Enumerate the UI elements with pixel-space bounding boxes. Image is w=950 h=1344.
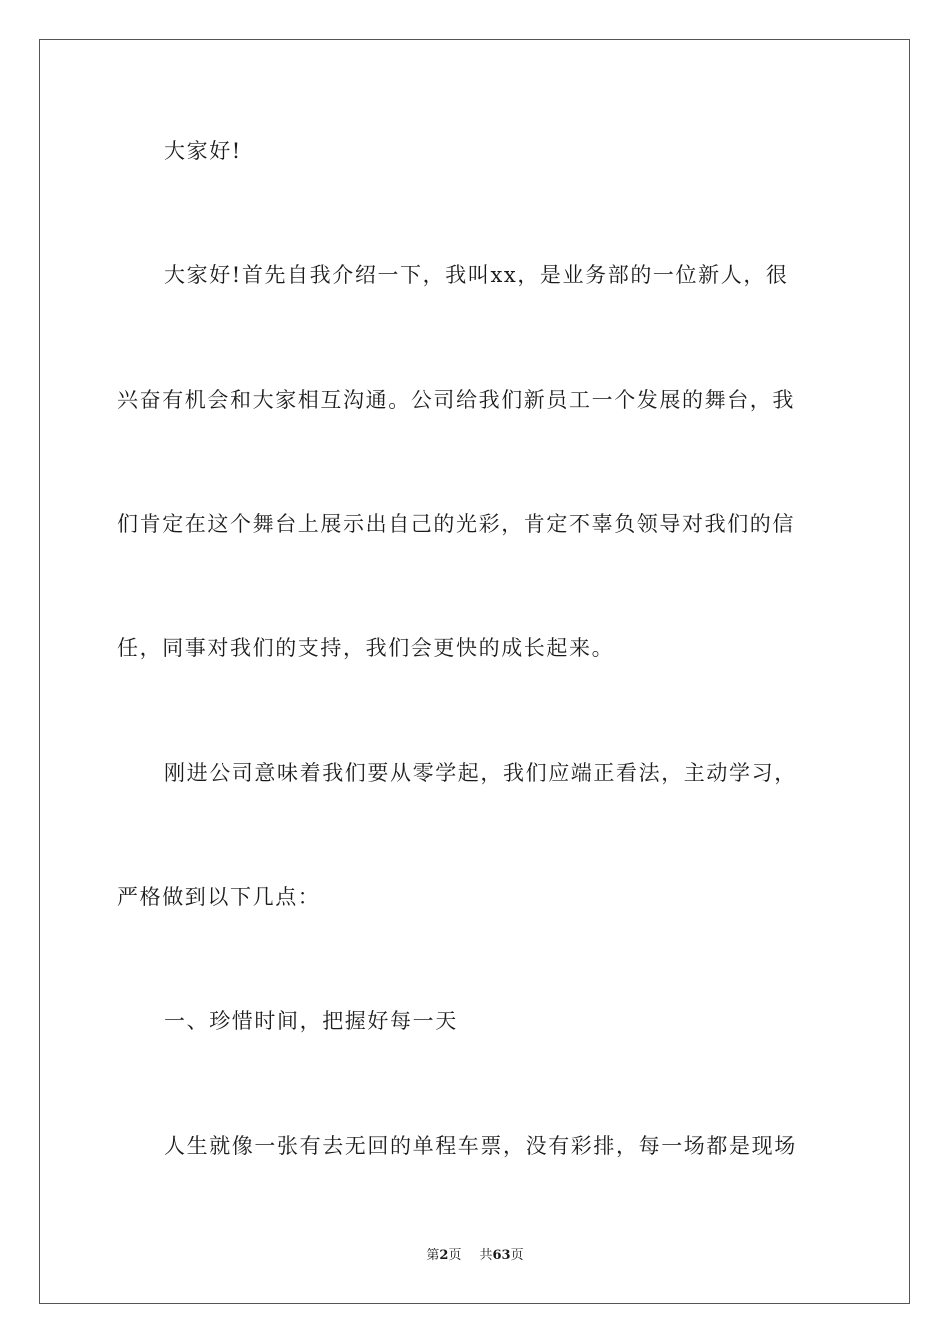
paragraph-1-line-3: 们肯定在这个舞台上展示出自己的光彩，肯定不辜负领导对我们的信 bbox=[117, 512, 795, 536]
page-footer bbox=[0, 1247, 950, 1265]
paragraph-1-line-2: 兴奋有机会和大家相互沟通。公司给我们新员工一个发展的舞台，我 bbox=[117, 388, 795, 412]
paragraph-2-line-2: 严格做到以下几点： bbox=[117, 885, 321, 909]
footer-page-prefix: 第 bbox=[426, 1248, 440, 1263]
section-heading-1: 一、珍惜时间，把握好每一天 bbox=[164, 1009, 458, 1033]
paragraph-2-line-1: 刚进公司意味着我们要从零学起，我们应端正看法，主动学习， bbox=[164, 761, 797, 785]
footer-total-pages: 63 bbox=[492, 1248, 511, 1263]
paragraph-1-line-1: 大家好!首先自我介绍一下，我叫xx，是业务部的一位新人，很 bbox=[164, 263, 789, 287]
paragraph-3-line-1: 人生就像一张有去无回的单程车票，没有彩排，每一场都是现场 bbox=[164, 1134, 797, 1158]
paragraph-1-line-4: 任，同事对我们的支持，我们会更快的成长起来。 bbox=[117, 636, 615, 660]
footer-total-suffix: 页 bbox=[510, 1248, 524, 1263]
page-frame bbox=[39, 39, 910, 1304]
footer-page-suffix: 页 bbox=[448, 1248, 462, 1263]
greeting-line: 大家好! bbox=[164, 139, 242, 163]
footer-total-prefix: 共 bbox=[479, 1248, 493, 1263]
footer-page-number: 2 bbox=[439, 1248, 449, 1263]
